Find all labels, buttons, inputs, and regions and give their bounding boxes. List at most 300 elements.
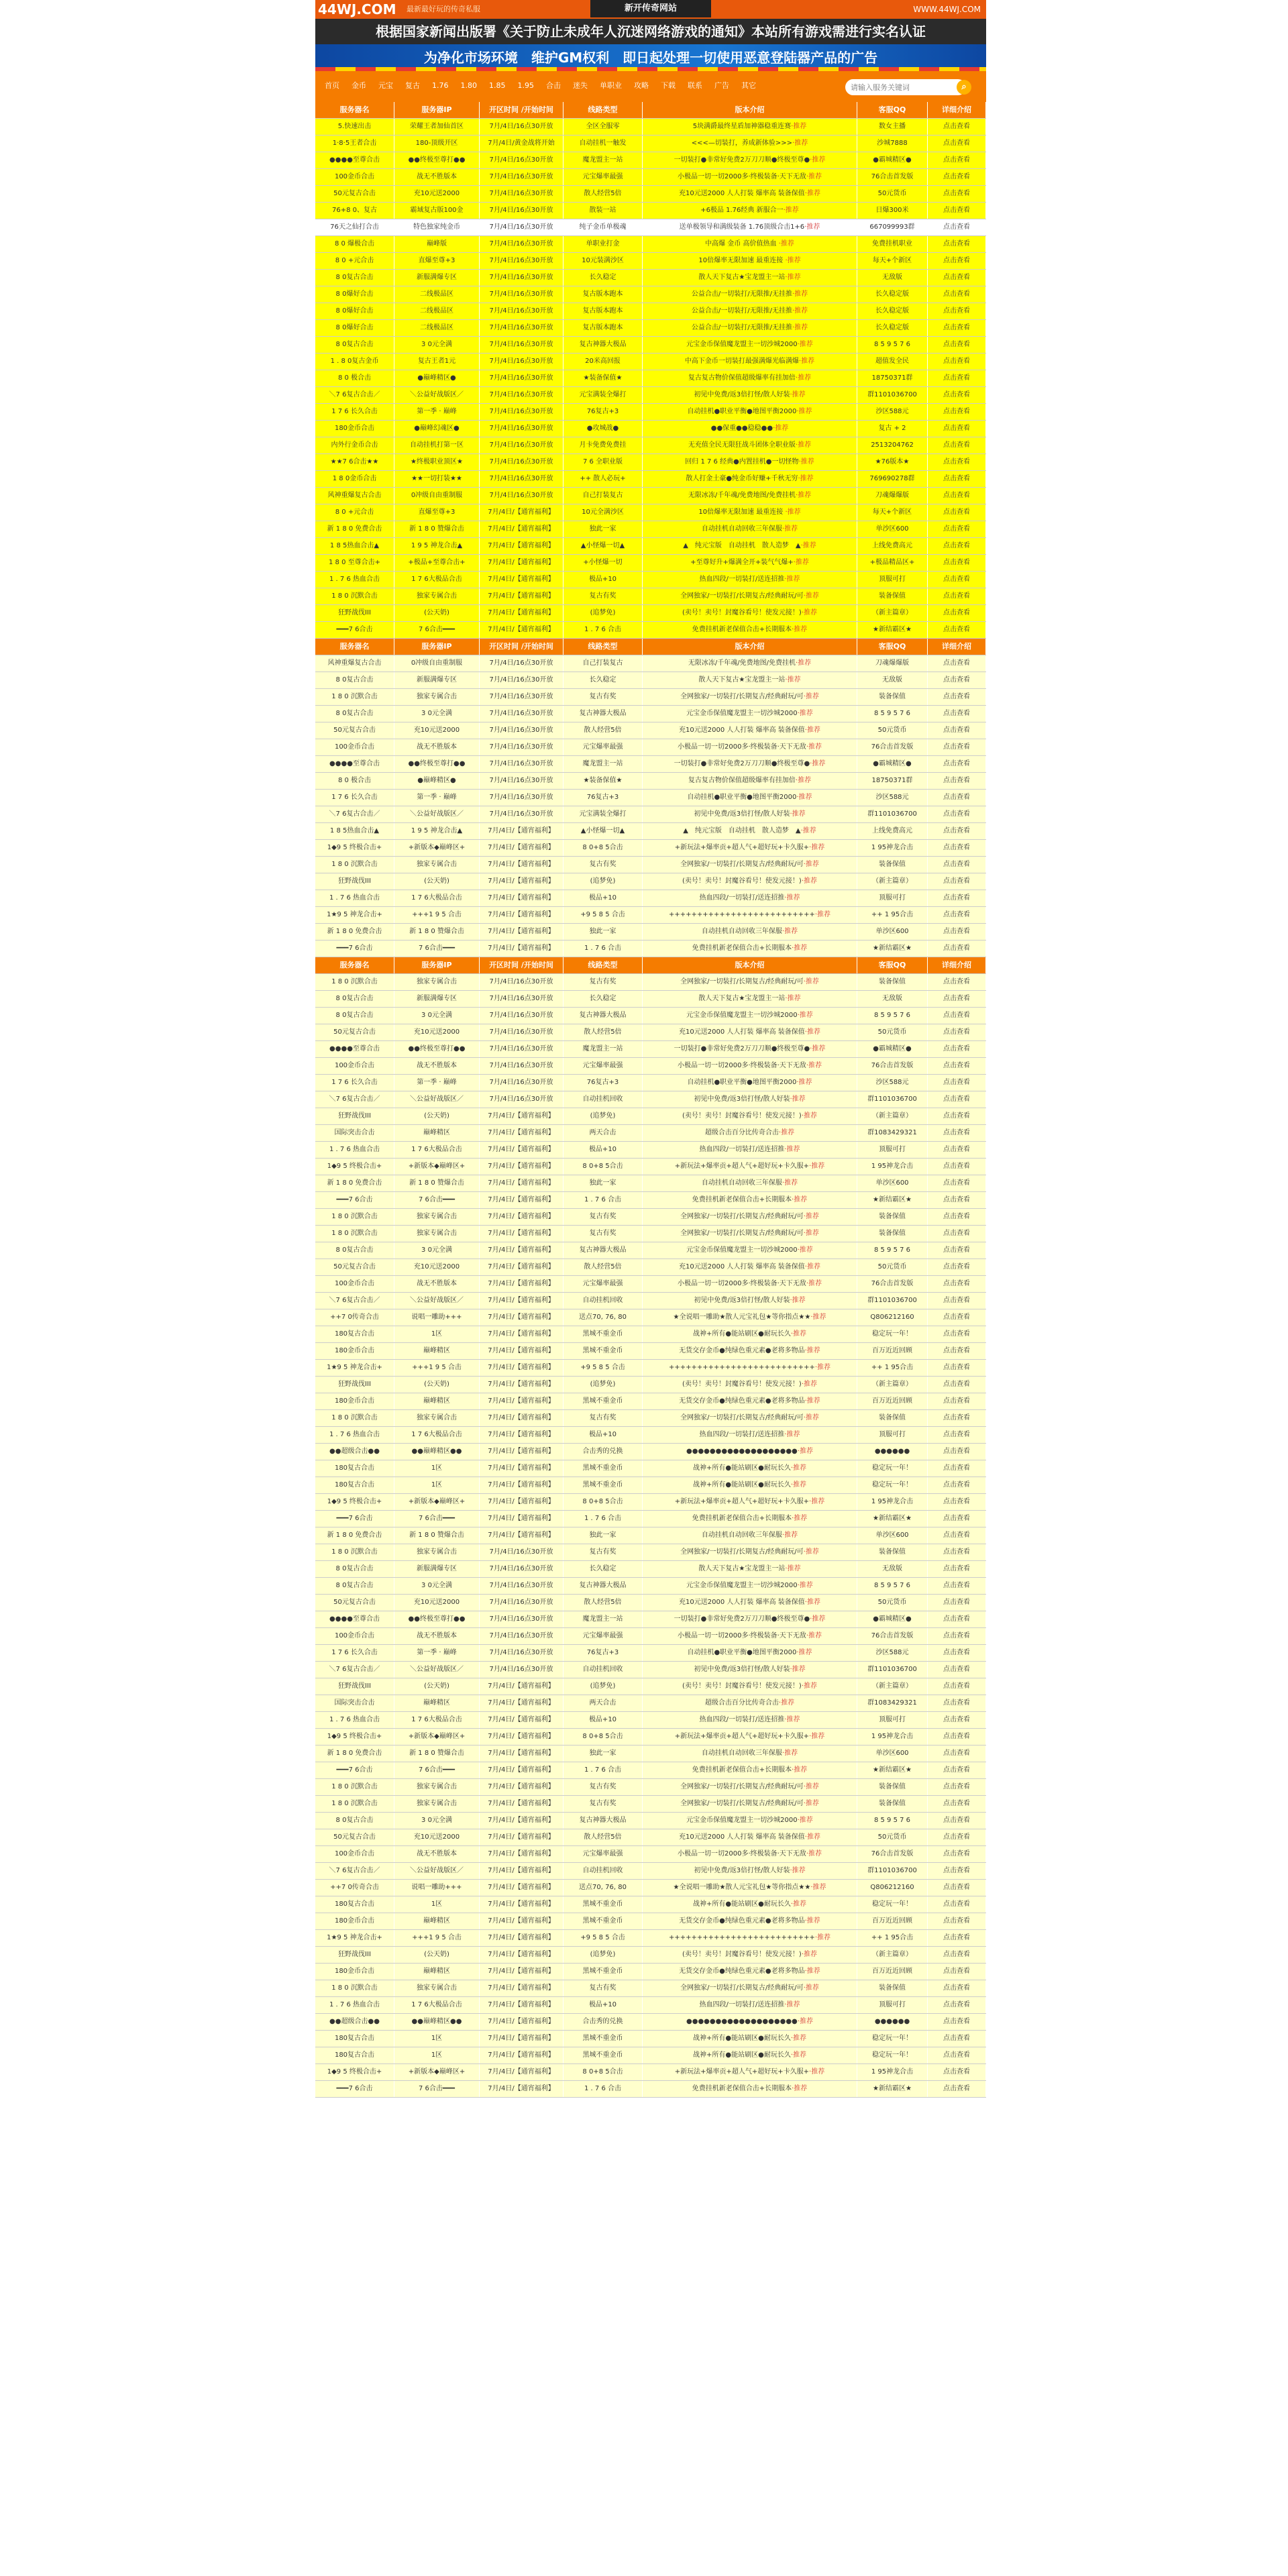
detail-link[interactable]: 点击查看 <box>928 1645 986 1661</box>
server-name[interactable]: 1 . 7 6 热血合击 <box>315 1427 394 1443</box>
server-name[interactable]: ●●超级合击●● <box>315 2014 394 2030</box>
detail-link[interactable]: 点击查看 <box>928 186 986 202</box>
server-name[interactable]: 1◆9 5 终极合击+ <box>315 1729 394 1745</box>
detail-link[interactable]: 点击查看 <box>928 1159 986 1175</box>
detail-link[interactable]: 点击查看 <box>928 974 986 990</box>
nav-item[interactable]: 1.76 <box>432 81 449 90</box>
nav-item[interactable]: 联系 <box>688 81 702 90</box>
server-name[interactable]: 1 8 0 沉默合击 <box>315 857 394 873</box>
nav-item[interactable]: 首页 <box>325 81 339 90</box>
nav-item[interactable]: 迷失 <box>573 81 588 90</box>
line-type: 极品+10 <box>564 1997 643 2013</box>
nav-item[interactable]: 1.80 <box>460 81 477 90</box>
server-name[interactable]: 180金币合击 <box>315 1964 394 1980</box>
server-name[interactable]: ●●超级合击●● <box>315 1444 394 1460</box>
server-name[interactable]: 8 0复古合击 <box>315 1008 394 1024</box>
server-name[interactable]: 8 0 爆极合击 <box>315 236 394 252</box>
server-name[interactable]: 狂野战伐III <box>315 1377 394 1393</box>
server-name[interactable]: ━━━7 6合击 <box>315 2081 394 2097</box>
detail-link[interactable]: 点击查看 <box>928 1242 986 1258</box>
server-name[interactable]: 50元复古合击 <box>315 1259 394 1275</box>
server-name[interactable]: 1 7 6 长久合击 <box>315 1075 394 1091</box>
server-name[interactable]: 100金币合击 <box>315 1276 394 1292</box>
service-qq: 单沙区600 <box>857 1527 928 1544</box>
server-name[interactable]: 1 8 0 沉默合击 <box>315 1410 394 1426</box>
server-name[interactable]: ＼7 6复古合击／ <box>315 1662 394 1678</box>
detail-link[interactable]: 点击查看 <box>928 1712 986 1728</box>
server-name[interactable]: 50元复古合击 <box>315 1595 394 1611</box>
new-servers-tab[interactable]: 新开传奇网站 <box>590 0 711 17</box>
server-name[interactable]: 新 1 8 0 免费合击 <box>315 1746 394 1762</box>
detail-link[interactable]: 点击查看 <box>928 1544 986 1560</box>
open-time: 7月/4日/16点30开放 <box>480 790 564 806</box>
server-name[interactable]: ＼7 6复古合击／ <box>315 387 394 403</box>
detail-link[interactable]: 点击查看 <box>928 152 986 168</box>
server-name[interactable]: ━━━7 6合击 <box>315 1762 394 1778</box>
server-name[interactable]: 1 8 0 沉默合击 <box>315 1209 394 1225</box>
server-name[interactable]: 8 0复古合击 <box>315 1813 394 1829</box>
nav-item[interactable]: 攻略 <box>634 81 649 90</box>
server-name[interactable]: 1 8 0 沉默合击 <box>315 689 394 705</box>
detail-link[interactable]: 点击查看 <box>928 1494 986 1510</box>
detail-link[interactable]: 点击查看 <box>928 1293 986 1309</box>
detail-link[interactable]: 点击查看 <box>928 169 986 185</box>
detail-link[interactable]: 点击查看 <box>928 354 986 370</box>
recommend-tag: ·推荐 <box>792 1196 808 1203</box>
detail-link[interactable]: 点击查看 <box>928 2031 986 2047</box>
detail-link[interactable]: 点击查看 <box>928 1175 986 1191</box>
server-name[interactable]: 8 0爆好合击 <box>315 320 394 336</box>
server-name[interactable]: 1 8 0 沉默合击 <box>315 588 394 604</box>
server-name[interactable]: 1 8 0 沉默合击 <box>315 1779 394 1795</box>
detail-link[interactable]: 点击查看 <box>928 337 986 353</box>
server-name[interactable]: 内外行金币合击 <box>315 437 394 453</box>
server-name[interactable]: ●●●●至尊合击 <box>315 152 394 168</box>
nav-item[interactable]: 合击 <box>546 81 561 90</box>
nav-item[interactable]: 1.95 <box>517 81 534 90</box>
detail-link[interactable]: 点击查看 <box>928 136 986 152</box>
open-time: 7月/4日/16点30开放 <box>480 337 564 353</box>
table-row <box>315 1611 986 1628</box>
server-name[interactable]: 1 . 7 6 热血合击 <box>315 1142 394 1158</box>
server-name[interactable]: 1·8·5王者合击 <box>315 136 394 152</box>
detail-link[interactable]: 点击查看 <box>928 1930 986 1946</box>
server-name[interactable]: 1 . 7 6 热血合击 <box>315 572 394 588</box>
detail-link[interactable]: 点击查看 <box>928 1326 986 1342</box>
detail-link[interactable]: 点击查看 <box>928 1729 986 1745</box>
line-type: 8 0+8 5合击 <box>564 1729 643 1745</box>
server-name[interactable]: ━━━7 6合击 <box>315 1192 394 1208</box>
server-name[interactable]: 8 0复古合击 <box>315 270 394 286</box>
detail-link[interactable]: 点击查看 <box>928 538 986 554</box>
detail-link[interactable]: 点击查看 <box>928 286 986 303</box>
detail-link[interactable]: 点击查看 <box>928 1511 986 1527</box>
detail-link[interactable]: 点击查看 <box>928 1628 986 1644</box>
server-ip: 战无不胜版本 <box>394 1846 480 1862</box>
detail-link[interactable]: 点击查看 <box>928 823 986 839</box>
server-name[interactable]: ●●●●至尊合击 <box>315 756 394 772</box>
detail-link[interactable]: 点击查看 <box>928 1460 986 1477</box>
server-name[interactable]: ●●●●至尊合击 <box>315 1611 394 1627</box>
server-name[interactable]: 1 . 7 6 热血合击 <box>315 1712 394 1728</box>
detail-link[interactable]: 点击查看 <box>928 890 986 906</box>
detail-link[interactable]: 点击查看 <box>928 773 986 789</box>
server-name[interactable]: ＼7 6复古合击／ <box>315 1293 394 1309</box>
recommend-tag: ·推荐 <box>803 978 819 985</box>
detail-link[interactable]: 点击查看 <box>928 857 986 873</box>
server-name[interactable]: 50元复古合击 <box>315 722 394 739</box>
server-name[interactable]: 1 7 6 长久合击 <box>315 1645 394 1661</box>
detail-link[interactable]: 点击查看 <box>928 1259 986 1275</box>
server-name[interactable]: 1 8 0 至尊合击+ <box>315 555 394 571</box>
server-name[interactable]: 风神重爆复古合击 <box>315 488 394 504</box>
detail-link[interactable]: 点击查看 <box>928 924 986 940</box>
detail-link[interactable]: 点击查看 <box>928 689 986 705</box>
open-time: 7月/4日/【通宵福利】 <box>480 890 564 906</box>
server-name[interactable]: 8 0复古合击 <box>315 991 394 1007</box>
search-icon[interactable]: ⌕ <box>957 80 971 95</box>
detail-link[interactable]: 点击查看 <box>928 1527 986 1544</box>
server-name[interactable]: 180复古合击 <box>315 1896 394 1913</box>
server-ip: 说唱一雕助+++ <box>394 1309 480 1326</box>
server-name[interactable]: 国际突击合击 <box>315 1695 394 1711</box>
detail-link[interactable]: 点击查看 <box>928 1427 986 1443</box>
server-name[interactable]: 8 0 极合击 <box>315 773 394 789</box>
server-name[interactable]: 风神重爆复古合击 <box>315 655 394 672</box>
service-qq: 18750371群 <box>857 773 928 789</box>
detail-link[interactable]: 点击查看 <box>928 1058 986 1074</box>
detail-link[interactable]: 点击查看 <box>928 1947 986 1963</box>
server-name[interactable]: 1★9 5 神龙合击+ <box>315 1930 394 1946</box>
server-name[interactable]: 8 0复古合击 <box>315 1561 394 1577</box>
detail-link[interactable]: 点击查看 <box>928 605 986 621</box>
detail-link[interactable]: 点击查看 <box>928 521 986 537</box>
detail-link[interactable]: 点击查看 <box>928 1980 986 1996</box>
server-name[interactable]: 8 0 +元合击 <box>315 253 394 269</box>
detail-link[interactable]: 点击查看 <box>928 1125 986 1141</box>
recommend-tag: ·推荐 <box>785 508 801 516</box>
open-time: 7月/4日/16点30开放 <box>480 404 564 420</box>
server-name[interactable]: ＼7 6复古合击／ <box>315 1863 394 1879</box>
service-qq: 群1101036700 <box>857 1662 928 1678</box>
server-name[interactable]: ━━━7 6合击 <box>315 1511 394 1527</box>
detail-link[interactable]: 点击查看 <box>928 320 986 336</box>
detail-link[interactable]: 点击查看 <box>928 1108 986 1124</box>
version-intro: 中高爆 金币 高价值热血 ·推荐 <box>643 236 857 252</box>
detail-link[interactable]: 点击查看 <box>928 370 986 386</box>
detail-link[interactable]: 点击查看 <box>928 1041 986 1057</box>
server-name[interactable]: 1◆9 5 终极合击+ <box>315 2064 394 2080</box>
server-name[interactable]: 180复古合击 <box>315 1326 394 1342</box>
detail-link[interactable]: 点击查看 <box>928 253 986 269</box>
server-name[interactable]: 新 1 8 0 免费合击 <box>315 1175 394 1191</box>
detail-link[interactable]: 点击查看 <box>928 1662 986 1678</box>
detail-link[interactable]: 点击查看 <box>928 1142 986 1158</box>
server-name[interactable]: 狂野战伐III <box>315 1108 394 1124</box>
detail-link[interactable]: 点击查看 <box>928 555 986 571</box>
table-row <box>315 1930 986 1947</box>
version-intro: 复古复古物价保值超级爆率有挂加倍·推荐 <box>643 370 857 386</box>
detail-link[interactable]: 点击查看 <box>928 454 986 470</box>
nav-item[interactable]: 广告 <box>714 81 729 90</box>
server-name[interactable]: ＼7 6复古合击／ <box>315 806 394 822</box>
server-name[interactable]: 1◆9 5 终极合击+ <box>315 840 394 856</box>
detail-link[interactable]: 点击查看 <box>928 1762 986 1778</box>
detail-link[interactable]: 点击查看 <box>928 119 986 135</box>
detail-link[interactable]: 点击查看 <box>928 404 986 420</box>
detail-link[interactable]: 点击查看 <box>928 1678 986 1695</box>
column-header: 版本介绍 <box>643 102 857 118</box>
server-name[interactable]: 8 0复古合击 <box>315 1578 394 1594</box>
detail-link[interactable]: 点击查看 <box>928 203 986 219</box>
recommend-tag: ·推荐 <box>810 760 826 767</box>
server-name[interactable]: 1★9 5 神龙合击+ <box>315 907 394 923</box>
server-name[interactable]: 1◆9 5 终极合击+ <box>315 1159 394 1175</box>
server-name[interactable]: 8 0爆好合击 <box>315 303 394 319</box>
detail-link[interactable]: 点击查看 <box>928 706 986 722</box>
recommend-tag: ·推荐 <box>801 1682 817 1690</box>
detail-link[interactable]: 点击查看 <box>928 907 986 923</box>
detail-link[interactable]: 点击查看 <box>928 655 986 672</box>
server-name[interactable]: 新 1 8 0 免费合击 <box>315 521 394 537</box>
open-time: 7月/4日/16点30开放 <box>480 1628 564 1644</box>
detail-link[interactable]: 点击查看 <box>928 1880 986 1896</box>
detail-link[interactable]: 点击查看 <box>928 1410 986 1426</box>
server-name[interactable]: 1 7 6 长久合击 <box>315 790 394 806</box>
detail-link[interactable]: 点击查看 <box>928 1209 986 1225</box>
site-logo[interactable]: 44WJ.COM <box>318 1 396 17</box>
detail-link[interactable]: 点击查看 <box>928 471 986 487</box>
detail-link[interactable]: 点击查看 <box>928 991 986 1007</box>
detail-link[interactable]: 点击查看 <box>928 722 986 739</box>
detail-link[interactable]: 点击查看 <box>928 2081 986 2097</box>
server-name[interactable]: 1 8 0 沉默合击 <box>315 1226 394 1242</box>
detail-link[interactable]: 点击查看 <box>928 1444 986 1460</box>
detail-link[interactable]: 点击查看 <box>928 1611 986 1627</box>
server-name[interactable]: 狂野战伐III <box>315 1947 394 1963</box>
server-name[interactable]: ━━━7 6合击 <box>315 941 394 957</box>
detail-link[interactable]: 点击查看 <box>928 1913 986 1929</box>
server-name[interactable]: 8 0复古合击 <box>315 1242 394 1258</box>
server-ip: 第一季 · 巅峰 <box>394 404 480 420</box>
detail-link[interactable]: 点击查看 <box>928 739 986 755</box>
detail-link[interactable]: 点击查看 <box>928 756 986 772</box>
server-name[interactable]: 180复古合击 <box>315 2031 394 2047</box>
server-name[interactable]: 180金币合击 <box>315 1913 394 1929</box>
detail-link[interactable]: 点击查看 <box>928 1796 986 1812</box>
detail-link[interactable]: 点击查看 <box>928 1779 986 1795</box>
detail-link[interactable]: 点击查看 <box>928 2014 986 2030</box>
detail-link[interactable]: 点击查看 <box>928 941 986 957</box>
detail-link[interactable]: 点击查看 <box>928 1477 986 1493</box>
detail-link[interactable]: 点击查看 <box>928 1075 986 1091</box>
server-name[interactable]: 8 0复古合击 <box>315 672 394 688</box>
server-name[interactable]: ++7 0传奇合击 <box>315 1309 394 1326</box>
nav-item[interactable]: 下载 <box>661 81 676 90</box>
server-name[interactable]: ●●●●至尊合击 <box>315 1041 394 1057</box>
detail-link[interactable]: 点击查看 <box>928 1595 986 1611</box>
recommend-tag: ·推荐 <box>809 1733 825 1740</box>
detail-link[interactable]: 点击查看 <box>928 1695 986 1711</box>
server-name[interactable]: 新 1 8 0 免费合击 <box>315 924 394 940</box>
detail-link[interactable]: 点击查看 <box>928 873 986 890</box>
server-name[interactable]: 8 0 +元合击 <box>315 504 394 521</box>
server-name[interactable]: 1 8 0金币合击 <box>315 471 394 487</box>
column-header: 开区时间 /开始时间 <box>480 957 564 973</box>
server-ip: 1 9 5 神龙合击▲ <box>394 823 480 839</box>
server-name[interactable]: 狂野战伐III <box>315 605 394 621</box>
server-name[interactable]: 50元复古合击 <box>315 1024 394 1040</box>
detail-link[interactable]: 点击查看 <box>928 622 986 638</box>
version-intro: 自动挂机●职业平衡●地图平衡2000·推荐 <box>643 404 857 420</box>
detail-link[interactable]: 点击查看 <box>928 1343 986 1359</box>
server-name[interactable]: 8 0复古合击 <box>315 706 394 722</box>
nav-item[interactable]: 元宝 <box>378 81 393 90</box>
server-name[interactable]: 180金币合击 <box>315 421 394 437</box>
detail-link[interactable]: 点击查看 <box>928 2047 986 2063</box>
server-name[interactable]: 1 8 5热血合击▲ <box>315 538 394 554</box>
table-row <box>315 924 986 941</box>
service-qq: ●霸城精区● <box>857 1611 928 1627</box>
server-name[interactable]: ★★7 6合击★★ <box>315 454 394 470</box>
detail-link[interactable]: 点击查看 <box>928 806 986 822</box>
detail-link[interactable]: 点击查看 <box>928 303 986 319</box>
open-time: 7月/4日/16点30开放 <box>480 1611 564 1627</box>
server-name[interactable]: 1 8 0 沉默合击 <box>315 1980 394 1996</box>
server-name[interactable]: 180复古合击 <box>315 1460 394 1477</box>
server-name[interactable]: 50元复古合击 <box>315 186 394 202</box>
detail-link[interactable]: 点击查看 <box>928 1192 986 1208</box>
server-name[interactable]: 180复古合击 <box>315 2047 394 2063</box>
server-name[interactable]: 180金币合击 <box>315 1343 394 1359</box>
detail-link[interactable]: 点击查看 <box>928 1829 986 1845</box>
detail-link[interactable]: 点击查看 <box>928 387 986 403</box>
detail-link[interactable]: 点击查看 <box>928 270 986 286</box>
version-intro: 无限冰冻/千年魂/免费地图/免费挂机·推荐 <box>643 655 857 672</box>
detail-link[interactable]: 点击查看 <box>928 1746 986 1762</box>
server-name[interactable]: 1★9 5 神龙合击+ <box>315 1360 394 1376</box>
server-name[interactable]: 180金币合击 <box>315 1393 394 1409</box>
detail-link[interactable]: 点击查看 <box>928 1276 986 1292</box>
detail-link[interactable]: 点击查看 <box>928 588 986 604</box>
notice-banner: 根据国家新闻出版署《关于防止未成年人沉迷网络游戏的通知》本站所有游戏需进行实名认证 <box>315 19 986 44</box>
detail-link[interactable]: 点击查看 <box>928 1393 986 1409</box>
server-ip: 二线极品区 <box>394 286 480 303</box>
detail-link[interactable]: 点击查看 <box>928 1360 986 1376</box>
nav-item[interactable]: 单职业 <box>600 81 622 90</box>
site-url[interactable]: WWW.44WJ.COM <box>913 5 981 14</box>
server-name[interactable]: 1◆9 5 终极合击+ <box>315 1494 394 1510</box>
detail-link[interactable]: 点击查看 <box>928 672 986 688</box>
detail-link[interactable]: 点击查看 <box>928 790 986 806</box>
recommend-tag: ·推荐 <box>797 341 813 348</box>
server-name[interactable]: 国际突击合击 <box>315 1125 394 1141</box>
server-ip: +++1 9 5 合击 <box>394 1930 480 1946</box>
detail-link[interactable]: 点击查看 <box>928 1578 986 1594</box>
detail-link[interactable]: 点击查看 <box>928 1377 986 1393</box>
server-name[interactable]: 76+8 0、复古 <box>315 203 394 219</box>
line-type: 8 0+8 5合击 <box>564 1494 643 1510</box>
server-name[interactable]: 100金币合击 <box>315 739 394 755</box>
detail-link[interactable]: 点击查看 <box>928 1024 986 1040</box>
server-ip: 霸域复古版100金 <box>394 203 480 219</box>
nav-item[interactable]: 1.85 <box>489 81 506 90</box>
server-name[interactable]: 新 1 8 0 免费合击 <box>315 1527 394 1544</box>
detail-link[interactable]: 点击查看 <box>928 1008 986 1024</box>
detail-link[interactable]: 点击查看 <box>928 840 986 856</box>
detail-link[interactable]: 点击查看 <box>928 1846 986 1862</box>
detail-link[interactable]: 点击查看 <box>928 1091 986 1108</box>
server-name[interactable]: 100金币合击 <box>315 1628 394 1644</box>
version-intro: ★全说唱一雕助★散人元宝礼包★等你指点★★·推荐 <box>643 1309 857 1326</box>
server-name[interactable]: 1 8 0 沉默合击 <box>315 1796 394 1812</box>
server-name[interactable]: 狂野战伐III <box>315 1678 394 1695</box>
detail-link[interactable]: 点击查看 <box>928 1309 986 1326</box>
server-name[interactable]: 100金币合击 <box>315 1058 394 1074</box>
detail-link[interactable]: 点击查看 <box>928 504 986 521</box>
server-name[interactable]: 1 7 6 长久合击 <box>315 404 394 420</box>
nav-item[interactable]: 金币 <box>352 81 366 90</box>
server-name[interactable]: 1 8 5热血合击▲ <box>315 823 394 839</box>
detail-link[interactable]: 点击查看 <box>928 219 986 235</box>
server-name[interactable]: 100金币合击 <box>315 1846 394 1862</box>
server-name[interactable]: 狂野战伐III <box>315 873 394 890</box>
server-name[interactable]: 8 0 极合击 <box>315 370 394 386</box>
nav-item[interactable]: 复古 <box>405 81 420 90</box>
nav-item[interactable]: 其它 <box>741 81 756 90</box>
server-name[interactable]: 8 0爆好合击 <box>315 286 394 303</box>
detail-link[interactable]: 点击查看 <box>928 236 986 252</box>
detail-link[interactable]: 点击查看 <box>928 1896 986 1913</box>
detail-link[interactable]: 点击查看 <box>928 437 986 453</box>
detail-link[interactable]: 点击查看 <box>928 2064 986 2080</box>
detail-link[interactable]: 点击查看 <box>928 421 986 437</box>
server-name[interactable]: 180复古合击 <box>315 1477 394 1493</box>
server-name[interactable]: ＼7 6复古合击／ <box>315 1091 394 1108</box>
service-qq: 8 5 9 5 7 6 <box>857 1242 928 1258</box>
service-qq: 2513204762 <box>857 437 928 453</box>
server-name[interactable]: 5.快速出击 <box>315 119 394 135</box>
detail-link[interactable]: 点击查看 <box>928 1561 986 1577</box>
detail-link[interactable]: 点击查看 <box>928 1813 986 1829</box>
detail-link[interactable]: 点击查看 <box>928 488 986 504</box>
recommend-tag: ·推荐 <box>806 173 822 180</box>
server-name[interactable]: 1 8 0 沉默合击 <box>315 1544 394 1560</box>
search-input[interactable] <box>851 80 945 94</box>
line-type: 76复古+3 <box>564 790 643 806</box>
server-name[interactable]: 50元复古合击 <box>315 1829 394 1845</box>
detail-link[interactable]: 点击查看 <box>928 1997 986 2013</box>
detail-link[interactable]: 点击查看 <box>928 1964 986 1980</box>
server-name[interactable]: ++7 0传奇合击 <box>315 1880 394 1896</box>
server-name[interactable]: 1 . 7 6 热血合击 <box>315 1997 394 2013</box>
server-name[interactable]: 100金币合击 <box>315 169 394 185</box>
server-name[interactable]: 76天之仙打合击 <box>315 219 394 235</box>
server-name[interactable]: 1 . 7 6 热血合击 <box>315 890 394 906</box>
server-name[interactable]: ━━━7 6合击 <box>315 622 394 638</box>
ad-banner[interactable] <box>315 44 986 71</box>
open-time: 7月/4日/16点30开放 <box>480 354 564 370</box>
server-name[interactable]: 1 . 8 0复古金币 <box>315 354 394 370</box>
open-time: 7月/4日/16点30开放 <box>480 991 564 1007</box>
detail-link[interactable]: 点击查看 <box>928 1226 986 1242</box>
detail-link[interactable]: 点击查看 <box>928 1863 986 1879</box>
table-row <box>315 1108 986 1125</box>
detail-link[interactable]: 点击查看 <box>928 572 986 588</box>
server-name[interactable]: 1 8 0 沉默合击 <box>315 974 394 990</box>
table-row <box>315 689 986 706</box>
server-name[interactable]: 8 0复古合击 <box>315 337 394 353</box>
